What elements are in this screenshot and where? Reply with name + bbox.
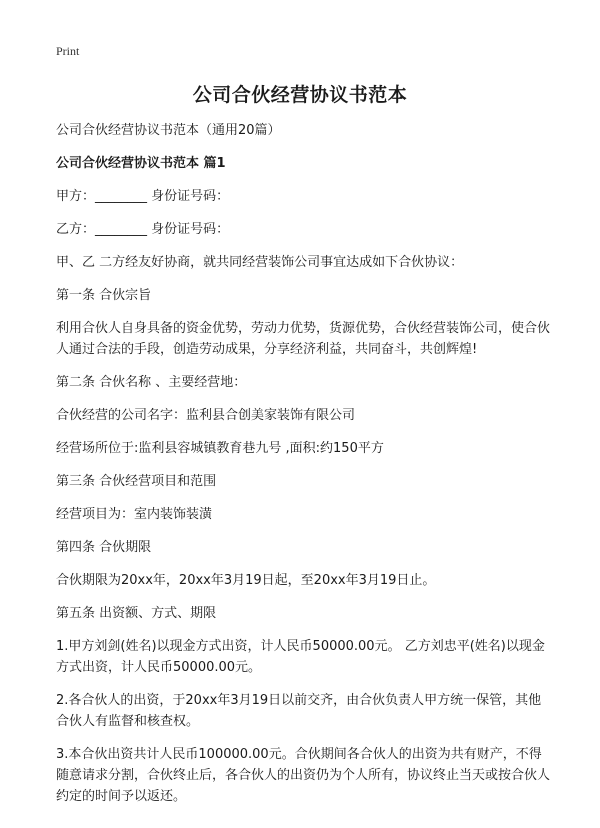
document-paragraph: 甲、乙 二方经友好协商，就共同经营装饰公司事宜达成如下合伙协议：: [56, 255, 464, 270]
document-paragraph: 第一条 合伙宗旨: [56, 288, 152, 303]
document-paragraph: 利用合伙人自身具备的资金优势，劳动力优势，货源优势，合伙经营装饰公司，使合伙人通过合法的手段，创造劳动成果，分享经济利益，共同奋斗，共创辉煌!: [56, 321, 551, 357]
section-heading: 公司合伙经营协议书范本 篇1: [56, 156, 226, 171]
document-paragraph: 合伙期限为20xx年，20xx年3月19日起，至20xx年3月19日止。: [56, 573, 436, 588]
document-paragraph: 甲方：________ 身份证号码：: [56, 189, 230, 204]
document-paragraph: 第四条 合伙期限: [56, 540, 152, 555]
document-paragraph: 公司合伙经营协议书范本（通用20篇）: [56, 123, 281, 138]
document-paragraph: 第三条 合伙经营项目和范围: [56, 474, 217, 489]
document-paragraph: 1.甲方刘剑(姓名)以现金方式出资，计人民币50000.00元。 乙方刘忠平(姓名)以现金方式出资，计人民币50000.00元。: [56, 639, 545, 675]
document-paragraph: 2.各合伙人的出资，于20xx年3月19日以前交齐，由合伙负责人甲方统一保管，其他合伙人有监督和核查权。: [56, 693, 542, 729]
document-paragraph: 合伙经营的公司名字：监利县合创美家装饰有限公司: [56, 408, 356, 423]
document-body: [56, 120, 552, 819]
document-paragraph: 经营项目为：室内装饰装潢: [56, 507, 213, 522]
print-label: Print: [56, 44, 80, 58]
document-paragraph: 第二条 合伙名称 、主要经营地：: [56, 375, 247, 390]
document-paragraph: 第五条 出资额、方式、期限: [56, 606, 217, 621]
document-paragraph: 经营场所位于:监利县容城镇教育巷九号 ,面积:约150平方: [56, 441, 384, 456]
document-title: 公司合伙经营协议书范本: [192, 84, 408, 106]
document-paragraph: 3.本合伙出资共计人民币100000.00元。合伙期间各合伙人的出资为共有财产，不得随意请求分割，合伙终止后，各合伙人的出资仍为个人所有，协议终止当天或按合伙人约定的时间予以返还。: [56, 747, 551, 804]
document-paragraph: 乙方：________ 身份证号码：: [56, 222, 230, 237]
